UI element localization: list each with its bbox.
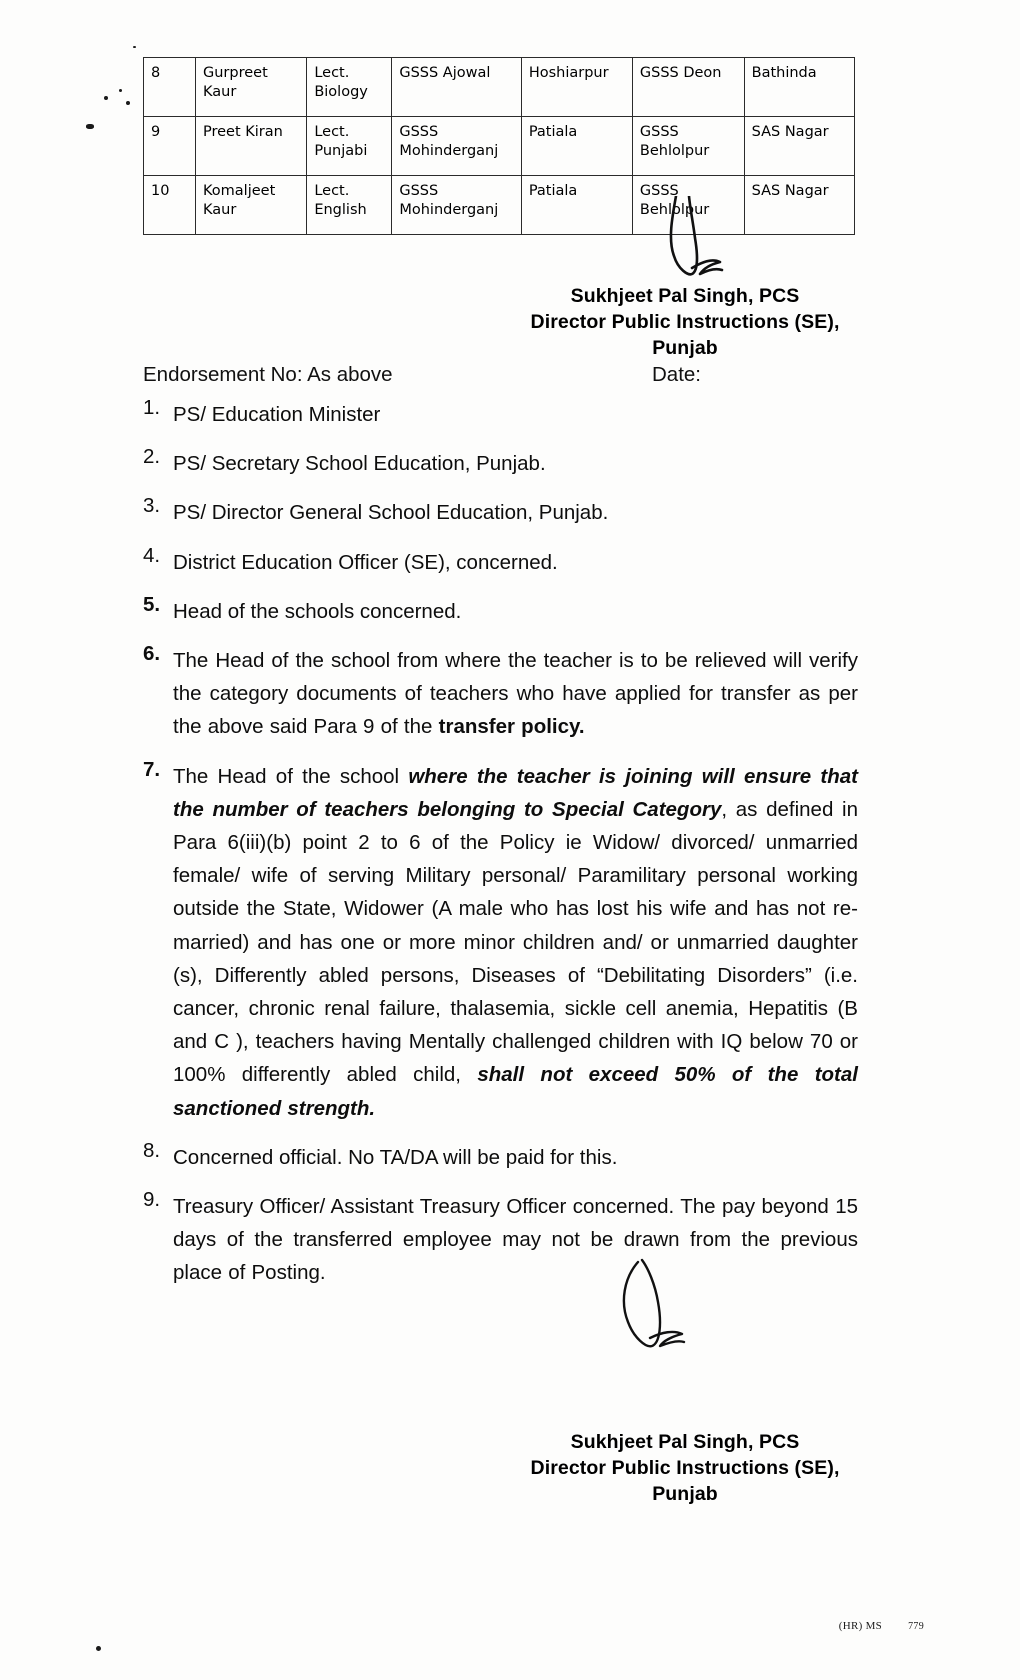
endorsement-number: Endorsement No: As above — [143, 363, 393, 386]
list-item-emphasis-two: shall not exceed 50% of the total sanctioned strength. — [173, 1063, 858, 1120]
list-item-number: 5. — [143, 592, 161, 616]
cell-transferred-school: GSSS Behlolpur — [632, 176, 744, 235]
signatory-name-bottom: Sukhjeet Pal Singh, PCS — [570, 1431, 800, 1453]
scan-speck — [133, 46, 136, 48]
endorsement-list — [143, 398, 858, 1306]
list-item-text: PS/ Education Minister — [173, 403, 381, 426]
cell-present-school: GSSS Mohinderganj — [392, 176, 521, 235]
cell-transferred-district: SAS Nagar — [744, 176, 854, 235]
cell-transferred-district: Bathinda — [744, 58, 854, 117]
list-item-text: District Education Officer (SE), concerned. — [173, 550, 558, 574]
list-item — [143, 592, 858, 628]
list-item-text — [173, 644, 858, 744]
cell-post: Lect. Biology — [307, 58, 392, 117]
cell-transferred-district: SAS Nagar — [744, 117, 854, 176]
signatory-designation-top: Director Public Instructions (SE), — [530, 310, 840, 333]
scan-speck — [126, 101, 130, 105]
signature-block-top — [470, 284, 900, 362]
list-item-number: 2. — [143, 445, 161, 469]
table-row — [144, 176, 855, 235]
list-item — [143, 447, 858, 480]
footer-mark — [839, 1620, 924, 1632]
footer-department-code: (HR) MS — [838, 1620, 883, 1632]
list-item-number: 9. — [143, 1188, 161, 1212]
cell-transferred-school: GSSS Deon — [632, 58, 744, 117]
cell-sr-no: 8 — [144, 58, 196, 117]
transfer-table — [143, 57, 855, 235]
list-item-lead: The Head of the school — [173, 764, 409, 788]
cell-present-district: Hoshiarpur — [521, 58, 632, 117]
cell-teacher-name: Gurpreet Kaur — [196, 58, 307, 117]
cell-present-district: Patiala — [521, 176, 632, 235]
transfer-table-container — [143, 57, 855, 235]
list-item-text: Treasury Officer/ Assistant Treasury Officer concerned. The pay beyond 15 days of the transferred employee may not be drawn from the previous place of Posting. — [173, 1195, 858, 1285]
cell-sr-no: 10 — [144, 176, 196, 235]
list-item — [143, 398, 858, 431]
list-item-number: 7. — [143, 757, 161, 781]
cell-present-school: GSSS Mohinderganj — [392, 117, 521, 176]
list-item — [143, 757, 858, 1125]
cell-transferred-school: GSSS Behlolpur — [632, 117, 744, 176]
cell-post: Lect. Punjabi — [307, 117, 392, 176]
cell-sr-no: 9 — [144, 117, 196, 176]
cell-teacher-name: Preet Kiran — [196, 117, 307, 176]
endorsement-date: Date: — [652, 363, 701, 386]
signature-block-bottom — [470, 1430, 900, 1508]
cell-post: Lect. English — [307, 176, 392, 235]
list-item-number: 4. — [143, 543, 161, 567]
footer-page-number: 779 — [908, 1621, 924, 1632]
signatory-state-bottom: Punjab — [652, 1482, 718, 1505]
cell-teacher-name: Komaljeet Kaur — [196, 176, 307, 235]
list-item-text: PS/ Director General School Education, Punjab. — [173, 501, 609, 525]
list-item-number: 1. — [143, 396, 161, 419]
list-item — [143, 1190, 858, 1290]
list-item-text: Head of the schools concerned. — [173, 599, 462, 623]
list-item — [143, 644, 858, 744]
scan-speck — [119, 89, 122, 92]
signatory-state-top: Punjab — [652, 336, 718, 359]
signatory-designation-bottom: Director Public Instructions (SE), — [530, 1456, 840, 1479]
list-item-text: Concerned official. No TA/DA will be paid for this. — [173, 1145, 618, 1169]
scan-speck — [86, 124, 94, 129]
table-row — [144, 117, 855, 176]
list-item-number: 6. — [143, 642, 161, 666]
list-item-text-plain: The Head of the school from where the teacher is to be relieved will verify the category documents of teachers who have applied for transfer as per the above said Para 9 of the — [173, 649, 858, 739]
scan-speck — [96, 1646, 101, 1651]
signatory-name-top: Sukhjeet Pal Singh, PCS — [570, 285, 800, 307]
list-item-text — [173, 760, 858, 1125]
list-item — [143, 496, 858, 529]
list-item-text: PS/ Secretary School Education, Punjab. — [173, 452, 546, 476]
scan-speck — [104, 96, 108, 100]
list-item-number: 8. — [143, 1138, 161, 1162]
list-item — [143, 1138, 858, 1174]
list-item-number: 3. — [143, 494, 161, 518]
list-item-middle: , as defined in Para 6(iii)(b) point 2 to 6 of the Policy ie Widow/ divorced/ unmarried female/ wife of serving Military personal/ Paramilitary personal working outside the State, Widower (A male who has lost his wife and has not re-married) and has one or more minor children and/ or unmarried daughter (s), Differently abled persons, Diseases of “Debilitating Disorders” (i.e. cancer, chronic renal failure, thalasemia, sickle cell anemia, Hepatitis (B and C ), teachers having Mentally challenged children with IQ below 70 or 100% differently abled child, — [173, 797, 858, 1087]
list-item — [143, 543, 858, 579]
list-item-text-emphasis: transfer policy. — [438, 715, 585, 739]
table-row — [144, 58, 855, 117]
cell-present-school: GSSS Ajowal — [392, 58, 521, 117]
list-item-emphasis-one: where the teacher is joining will ensure that the number of teachers belonging to Special Category — [173, 764, 858, 821]
cell-present-district: Patiala — [521, 117, 632, 176]
